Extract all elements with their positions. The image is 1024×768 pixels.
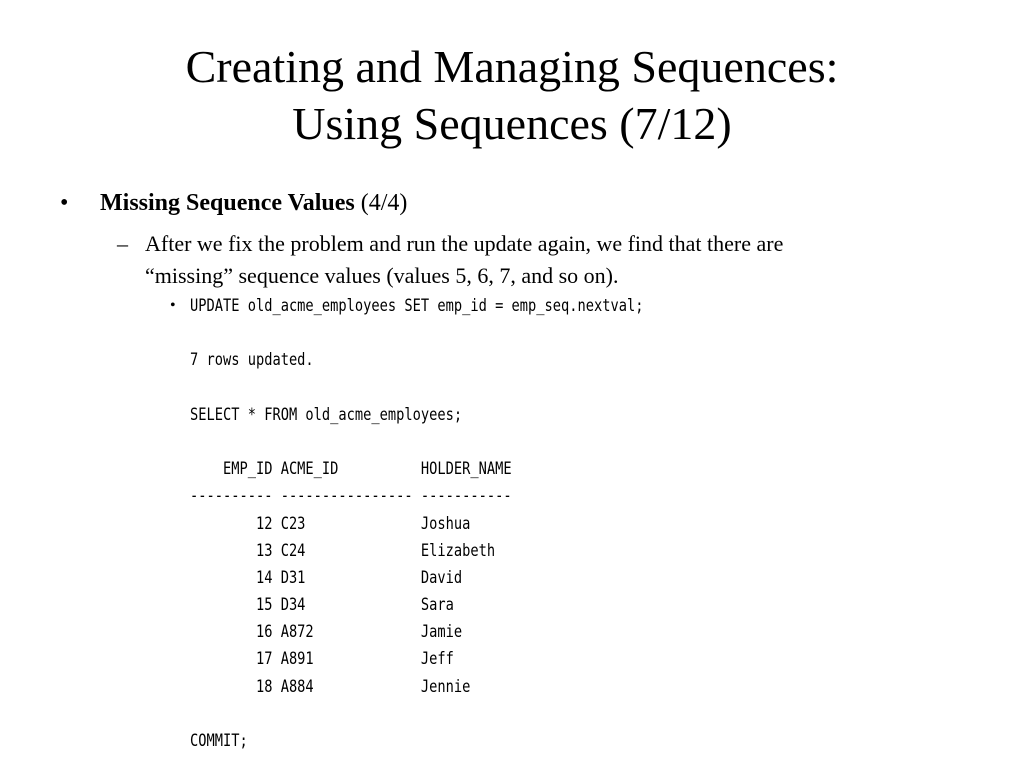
code-line: 18 A884 Jennie xyxy=(190,676,471,696)
bullet-level-2-line-2: “missing” sequence values (values 5, 6, 7, and so on). xyxy=(145,263,619,288)
bullet-heading: Missing Sequence Values xyxy=(100,190,355,216)
code-line xyxy=(190,319,643,346)
code-line: 13 C24 Elizabeth xyxy=(190,540,496,560)
code-line: 12 C23 Joshua xyxy=(190,513,471,533)
code-line: 7 rows updated. xyxy=(190,350,314,370)
code-line: 16 A872 Jamie xyxy=(190,622,463,642)
code-line xyxy=(190,374,643,401)
code-line: 14 D31 David xyxy=(190,567,463,587)
title-line-1: Creating and Managing Sequences: xyxy=(185,41,839,92)
code-line xyxy=(190,700,643,727)
code-line: 15 D34 Sara xyxy=(190,595,454,615)
title-line-2: Using Sequences (7/12) xyxy=(292,98,732,149)
dash-icon: – xyxy=(117,231,128,256)
slide-title xyxy=(0,38,1024,152)
bullet-icon: • xyxy=(60,190,69,216)
code-line: EMP_ID ACME_ID HOLDER_NAME xyxy=(190,459,512,479)
bullet-heading-suffix: (4/4) xyxy=(354,190,408,216)
sql-code-block xyxy=(190,292,643,754)
bullet-level-1-text xyxy=(100,188,407,218)
code-line xyxy=(190,428,643,455)
code-line: 17 A891 Jeff xyxy=(190,649,454,669)
code-line: COMMIT; xyxy=(190,731,248,750)
bullet-level-2-line-1: After we fix the problem and run the update again, we find that there are xyxy=(145,231,784,256)
code-line: ---------- ---------------- ----------- xyxy=(190,486,512,506)
code-line: SELECT * FROM old_acme_employees; xyxy=(190,404,463,424)
code-line: UPDATE old_acme_employees SET emp_id = emp_seq.nextval; xyxy=(190,296,644,315)
bullet-small-icon: • xyxy=(170,297,176,314)
